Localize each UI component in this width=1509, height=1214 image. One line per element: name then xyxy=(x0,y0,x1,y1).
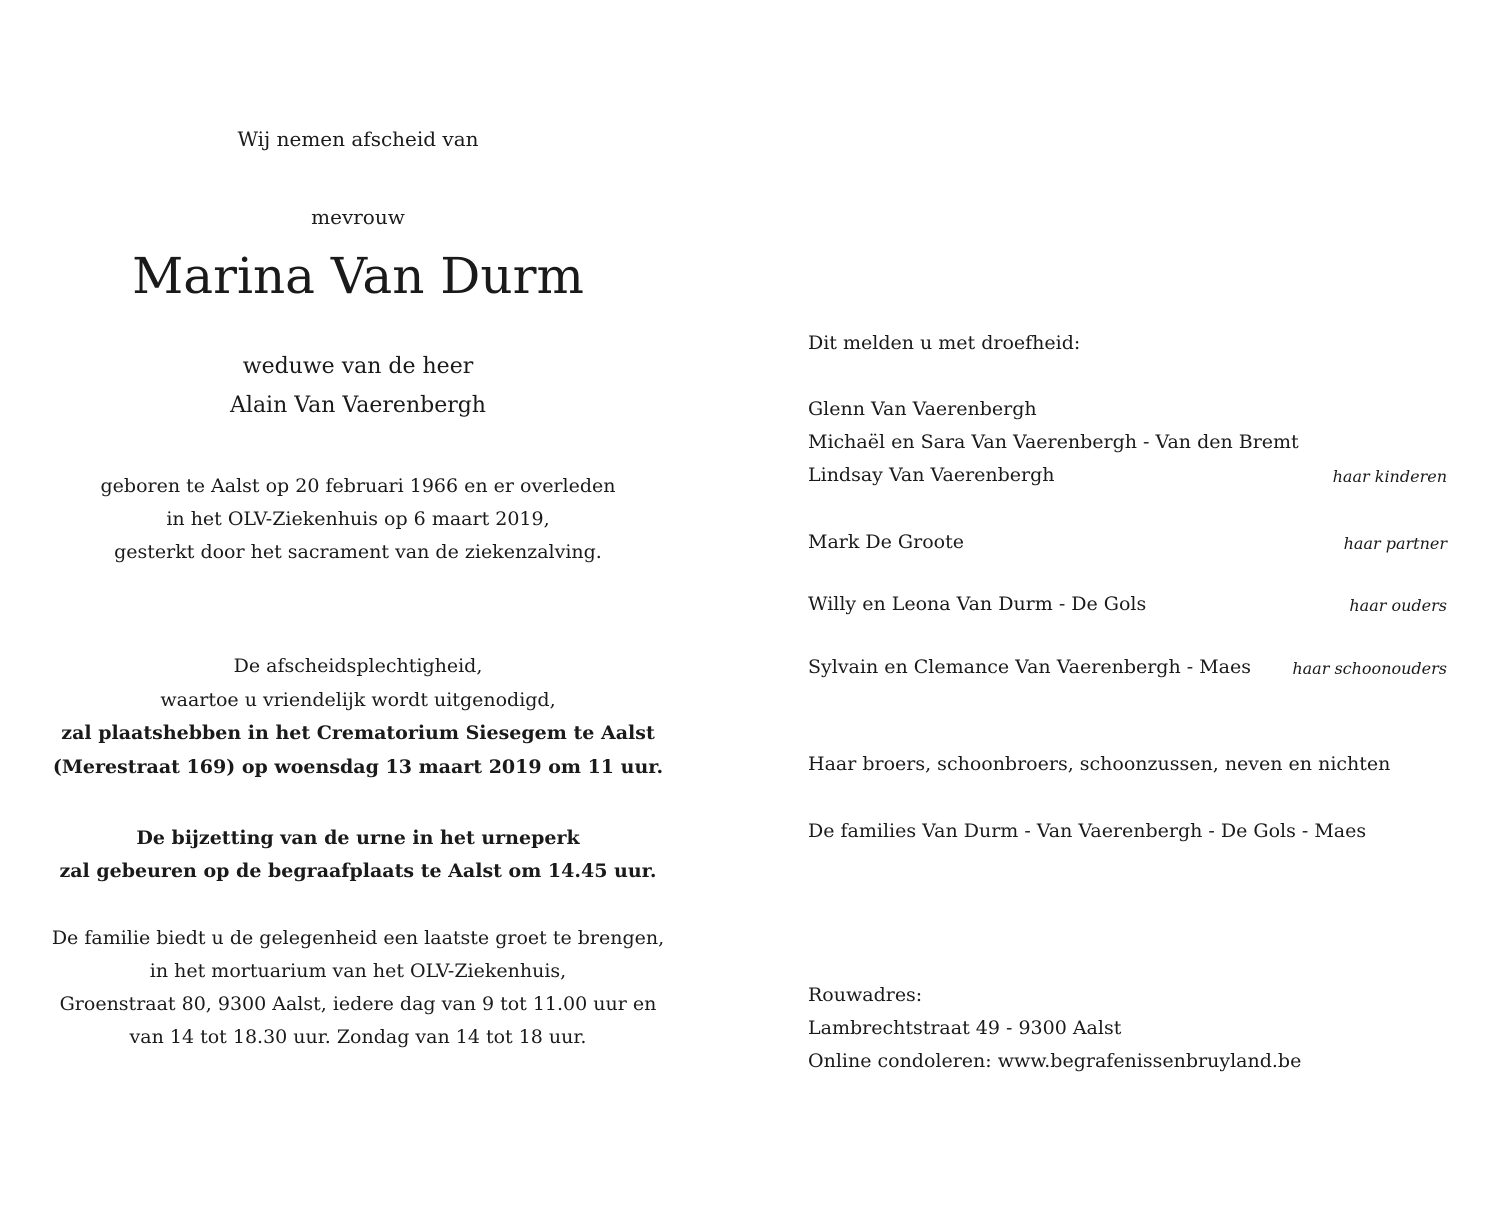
intro-text: Wij nemen afscheid van xyxy=(237,127,479,151)
parents-role: haar ouders xyxy=(1349,596,1447,615)
announce-text: Dit melden u met droefheid: xyxy=(808,332,1081,354)
visit-line-1: De familie biedt u de gelegenheid een laatste groet te brengen, xyxy=(51,927,665,949)
widow-line-2: Alain Van Vaerenbergh xyxy=(230,393,486,418)
siblings-text: Haar broers, schoonbroers, schoonzussen, neven en nichten xyxy=(808,753,1391,775)
visit-line-3: Groenstraat 80, 9300 Aalst, iedere dag van 9 tot 11.00 uur en xyxy=(59,993,657,1015)
visit-line-4: van 14 tot 18.30 uur. Zondag van 14 tot 18 uur. xyxy=(129,1026,587,1048)
partner-name: Mark De Groote xyxy=(808,531,964,553)
burial-line-2: zal gebeuren op de begraafplaats te Aalst om 14.45 uur. xyxy=(59,860,657,882)
parents-in-law-role: haar schoonouders xyxy=(1292,659,1447,678)
ceremony-line-2: waartoe u vriendelijk wordt uitgenodigd, xyxy=(160,689,556,711)
families-text: De families Van Durm - Van Vaerenbergh - De Gols - Maes xyxy=(808,820,1367,842)
born-line-3: gesterkt door het sacrament van de ziekenzalving. xyxy=(114,541,602,563)
born-line-2: in het OLV-Ziekenhuis op 6 maart 2019, xyxy=(166,508,550,530)
partner-role: haar partner xyxy=(1343,534,1447,553)
online-condolence-text: Online condoleren: www.begrafenissenbruyland.be xyxy=(808,1050,1302,1072)
children-role: haar kinderen xyxy=(1332,467,1447,486)
address-label: Rouwadres: xyxy=(808,984,923,1006)
ceremony-line-3: zal plaatshebben in het Crematorium Siesegem te Aalst xyxy=(61,722,655,744)
born-line-1: geboren te Aalst op 20 februari 1966 en er overleden xyxy=(100,475,616,497)
visit-line-2: in het mortuarium van het OLV-Ziekenhuis, xyxy=(149,960,567,982)
child-name: Glenn Van Vaerenbergh xyxy=(808,398,1037,420)
parents-in-law-name: Sylvain en Clemance Van Vaerenbergh - Maes xyxy=(808,656,1251,678)
widow-line-1: weduwe van de heer xyxy=(242,354,474,379)
ceremony-line-4: (Merestraat 169) op woensdag 13 maart 2019 om 11 uur. xyxy=(52,756,664,778)
deceased-name: Marina Van Durm xyxy=(132,247,584,305)
title-text: mevrouw xyxy=(311,205,405,229)
child-name: Michaël en Sara Van Vaerenbergh - Van den Bremt xyxy=(808,431,1299,453)
address-text: Lambrechtstraat 49 - 9300 Aalst xyxy=(808,1017,1122,1039)
child-name: Lindsay Van Vaerenbergh xyxy=(808,464,1055,486)
ceremony-line-1: De afscheidsplechtigheid, xyxy=(233,655,483,677)
burial-line-1: De bijzetting van de urne in het urneperk xyxy=(136,827,580,849)
parents-name: Willy en Leona Van Durm - De Gols xyxy=(808,593,1147,615)
